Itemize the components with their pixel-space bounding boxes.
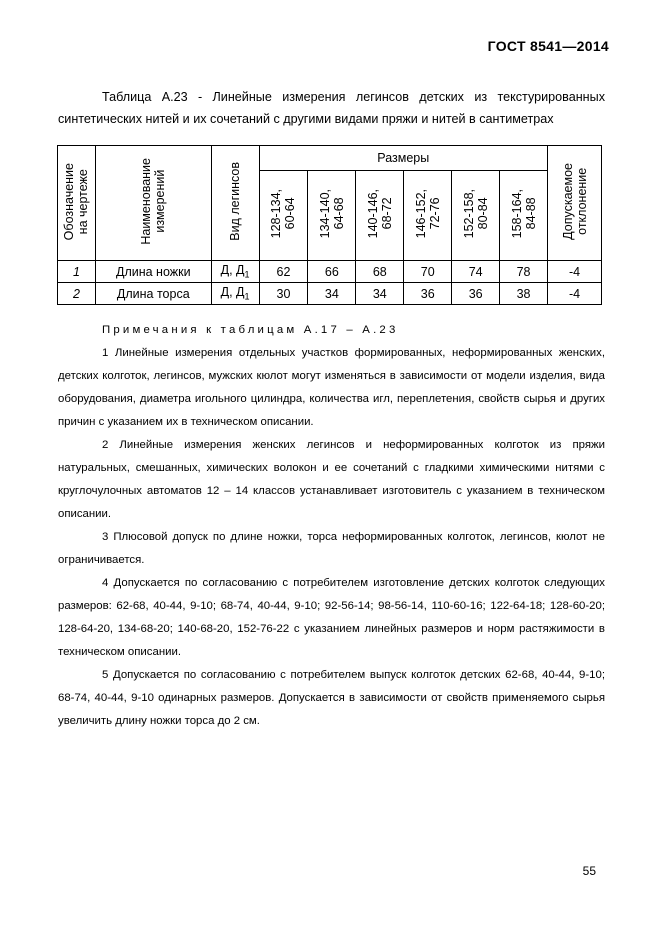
tolerance-value: -4 xyxy=(548,283,602,305)
tolerance-value: -4 xyxy=(548,261,602,283)
size-value: 68 xyxy=(356,261,404,283)
size-value: 34 xyxy=(308,283,356,305)
header-designation: Обозначение на чертеже xyxy=(58,146,96,261)
table-caption xyxy=(58,86,605,130)
size-column-header: 128-134, 60-64 xyxy=(259,171,308,261)
measurements-table xyxy=(57,145,602,305)
note-item: 4 Допускается по согласованию с потребителем изготовление детских колготок следующих размеров: 62-68, 40-44, 9-10; 68-74, 40-44, 9-10; 92-56-14; 98-56-14, 110-60-16; 122-64-18; 128-60-20; 128-64-20, 134-68-20; 140-68-20, 152-76-22 с указанием линейных размеров и норм растяжимости в техническом описании. xyxy=(58,577,605,658)
leggings-type: Д, $Д_1$ xyxy=(211,261,259,283)
page-number: 55 xyxy=(582,864,596,878)
note-item: 3 Плюсовой допуск по длине ножки, торса неформированных колготок, легинсов, кюлот не ограничивается. xyxy=(58,531,605,566)
size-column-header: 146-152, 72-76 xyxy=(404,171,452,261)
size-value: 36 xyxy=(404,283,452,305)
row-number: 1 xyxy=(58,261,96,283)
header-leggings-type: Вид легинсов xyxy=(211,146,259,261)
document-code: ГОСТ 8541—2014 xyxy=(487,38,609,54)
header-tolerance: Допускаемое отклонение xyxy=(548,146,602,261)
note-item: 1 Линейные измерения отдельных участков формированных, неформированных женских, детских колготок, легинсов, мужских кюлот могут изменяться в зависимости от модели изделия, вида оборудования, диаметра игольного цилиндра, количества игл, переплетения, свойств сырья и других причин с указанием их в техническом описании. xyxy=(58,347,605,428)
size-value: 62 xyxy=(259,261,308,283)
leggings-type: Д, $Д_1$ xyxy=(211,283,259,305)
table-row xyxy=(58,261,602,283)
size-column-header: 140-146, 68-72 xyxy=(356,171,404,261)
size-column-header: 134-140, 64-68 xyxy=(308,171,356,261)
size-value: 38 xyxy=(500,283,548,305)
caption-line-1: Таблица А.23 - Линейные измерения легинсов детских из текстурированных xyxy=(102,90,605,104)
notes-section xyxy=(58,319,605,733)
notes-title: Примечания к таблицам А.17 – А.23 xyxy=(102,324,399,336)
size-value: 36 xyxy=(452,283,500,305)
size-column-header: 152-158, 80-84 xyxy=(452,171,500,261)
header-measurement-name: Наименование измерений xyxy=(95,146,211,261)
size-value: 78 xyxy=(500,261,548,283)
measurement-name: Длина торса xyxy=(95,283,211,305)
size-value: 66 xyxy=(308,261,356,283)
table-row xyxy=(58,283,602,305)
size-value: 30 xyxy=(259,283,308,305)
row-number: 2 xyxy=(58,283,96,305)
note-item: 2 Линейные измерения женских легинсов и неформированных колготок из пряжи натуральных, смешанных, химических волокон и ее сочетаний с гладкими химическими нитями с круглочулочных автоматов 12 – 14 классов устанавливает изготовитель с указанием в техническом описании. xyxy=(58,439,605,520)
size-value: 70 xyxy=(404,261,452,283)
caption-line-2: синтетических нитей и их сочетаний с другими видами пряжи и нитей в сантиметрах xyxy=(58,112,554,126)
size-column-header: 158-164, 84-88 xyxy=(500,171,548,261)
size-value: 34 xyxy=(356,283,404,305)
size-value: 74 xyxy=(452,261,500,283)
note-item: 5 Допускается по согласованию с потребителем выпуск колготок детских 62-68, 40-44, 9-10; 68-74, 40-44, 9-10 одинарных размеров. Допускается в зависимости от свойств применяемого сырья увеличить длину ножки торса до 2 см. xyxy=(58,669,605,727)
measurement-name: Длина ножки xyxy=(95,261,211,283)
header-sizes: Размеры xyxy=(259,146,548,171)
